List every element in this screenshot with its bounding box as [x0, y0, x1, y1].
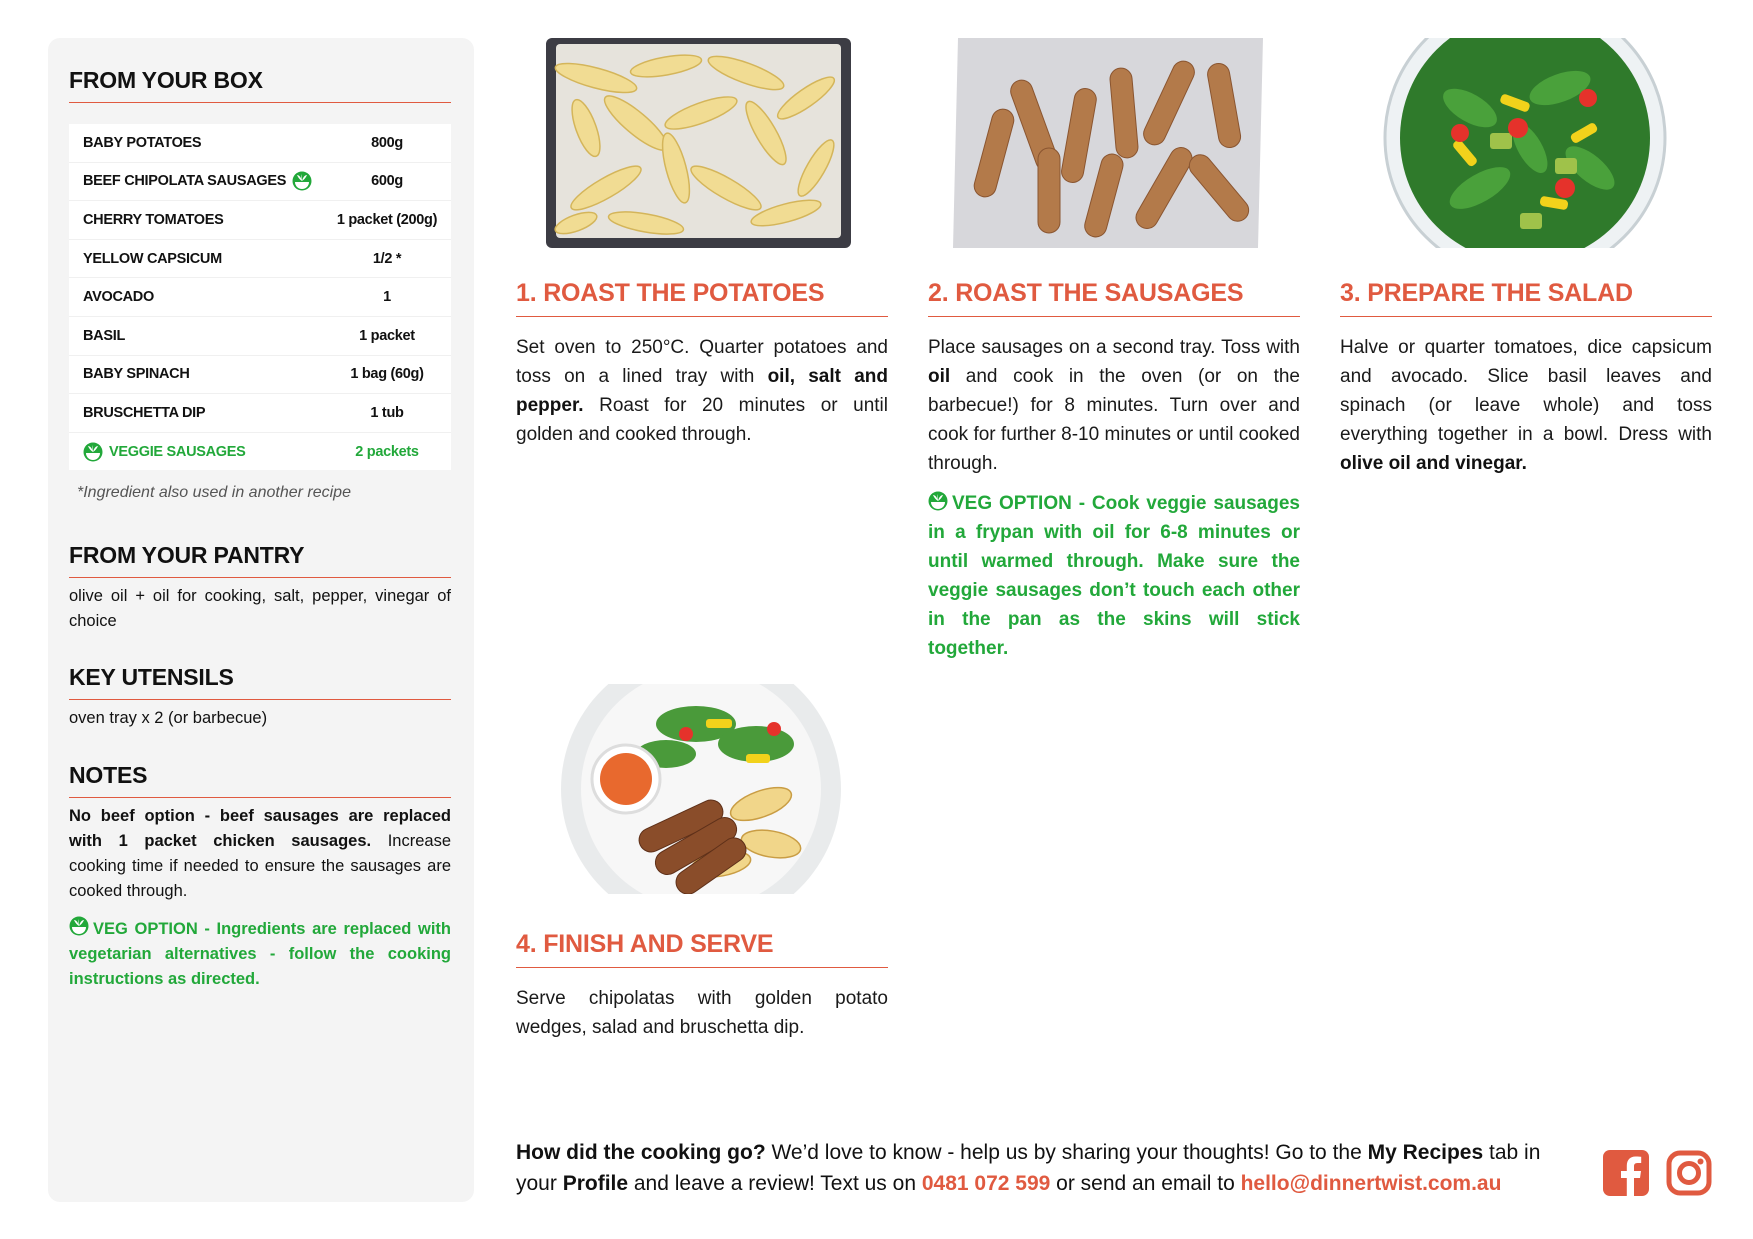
facebook-icon[interactable] [1603, 1150, 1649, 1196]
utensils-heading: KEY UTENSILS [69, 664, 451, 700]
step-2-text-b: and cook in the oven (or on the barbecue!) for 8 minutes. Turn over and cook for further 8-10 minutes or until cooked through. [928, 366, 1300, 474]
ingredient-row [69, 240, 451, 279]
notes-heading: NOTES [69, 762, 451, 798]
footer-text: We’d love to know - help us by sharing your thoughts! Go to the [765, 1141, 1368, 1164]
footer-text: or send an email to [1050, 1172, 1241, 1195]
salad-bowl-photo [1340, 38, 1710, 248]
step-2-text-a: Place sausages on a second tray. Toss with [928, 337, 1300, 358]
ingredient-qty: 2 packets [355, 443, 419, 460]
footer-text: and leave a review! Text us on [628, 1172, 922, 1195]
ingredient-qty: 1 packet (200g) [336, 211, 438, 228]
step-4-title: 4. FINISH AND SERVE [516, 930, 888, 968]
veg-swap-icon [292, 171, 312, 191]
step-1-text-bold: oil, salt and pepper. [516, 366, 888, 416]
ingredient-footnote: *Ingredient also used in another recipe [77, 484, 351, 501]
ingredient-row [69, 278, 451, 317]
phone-link[interactable]: 0481 072 599 [921, 1172, 1051, 1195]
step-3-text-a: Halve or quarter tomatoes, dice capsicum and avocado. Slice basil leaves and spinach (or leave whole) and toss everything together in a bowl. Dress with [1340, 337, 1712, 445]
footer-text: tab in your [516, 1141, 1541, 1195]
veg-swap-icon [928, 491, 948, 511]
ingredient-name: BABY POTATOES [83, 134, 202, 151]
step-2-text-bold: oil [928, 366, 951, 387]
ingredient-name: BEEF CHIPOLATA SAUSAGES [83, 173, 287, 190]
veg-swap-icon [83, 442, 103, 462]
step-3-text [1340, 333, 1712, 478]
ingredient-row [69, 163, 451, 202]
profile-label: Profile [562, 1172, 629, 1195]
step-1-text-b: Roast for 20 minutes or until golden and cooked through. [516, 395, 888, 445]
ingredient-qty: 1/2 * [372, 250, 402, 267]
notes-bold: No beef option - beef sausages are replaced with 1 packet chicken sausages. [69, 807, 451, 850]
instagram-icon[interactable] [1666, 1150, 1712, 1196]
step-3-title: 3. PREPARE THE SALAD [1340, 279, 1712, 317]
notes-body: Increase cooking time if needed to ensure the sausages are cooked through. [69, 832, 451, 900]
step-2-text [928, 333, 1300, 478]
ingredient-row [69, 124, 451, 163]
box-heading: FROM YOUR BOX [69, 67, 451, 103]
ingredient-name: YELLOW CAPSICUM [83, 250, 222, 267]
ingredient-name: VEGGIE SAUSAGES [109, 443, 246, 460]
email-link[interactable]: hello@dinnertwist.com.au [1240, 1172, 1502, 1195]
step-2-title: 2. ROAST THE SAUSAGES [928, 279, 1300, 317]
ingredient-row [69, 356, 451, 395]
roast-potatoes-photo [516, 38, 886, 248]
ingredient-qty: 1 [383, 289, 391, 306]
ingredient-row [69, 317, 451, 356]
my-recipes-label: My Recipes [1367, 1141, 1484, 1164]
ingredient-row-veg [69, 433, 451, 471]
ingredient-name: BRUSCHETTA DIP [83, 404, 206, 421]
ingredient-name: AVOCADO [83, 289, 154, 306]
step-1-title: 1. ROAST THE POTATOES [516, 279, 888, 317]
veg-swap-icon [69, 916, 89, 936]
notes-veg-text: VEG OPTION - Ingredients are replaced with vegetarian alternatives - follow the cooking instructions as directed. [69, 920, 451, 988]
ingredient-name: CHERRY TOMATOES [83, 211, 224, 228]
step-1-text [516, 333, 888, 449]
ingredient-name: BABY SPINACH [83, 366, 190, 383]
step-1-text-a: Set oven to 250°C. Quarter potatoes and toss on a lined tray with [516, 337, 888, 387]
ingredients-sidebar [48, 38, 474, 1202]
ingredient-name: BASIL [83, 327, 126, 344]
roast-sausages-photo [928, 38, 1298, 248]
utensils-text: oven tray x 2 (or barbecue) [69, 709, 268, 727]
ingredients-table [69, 124, 451, 470]
step-3-text-bold: olive oil and vinegar. [1340, 453, 1527, 474]
step-4-text: Serve chipolatas with golden potato wedges, salad and bruschetta dip. [516, 988, 888, 1038]
ingredient-name-cell [69, 171, 323, 191]
ingredient-qty: 600g [371, 173, 403, 190]
ingredient-row [69, 201, 451, 240]
pantry-text: olive oil + oil for cooking, salt, pepper, vinegar of choice [69, 587, 451, 630]
ingredient-qty: 1 tub [370, 404, 404, 421]
pantry-heading: FROM YOUR PANTRY [69, 542, 451, 578]
ingredient-qty: 1 packet [359, 327, 415, 344]
notes-veg [69, 916, 451, 992]
ingredient-qty: 800g [371, 134, 403, 151]
ingredient-row [69, 394, 451, 433]
ingredient-qty: 1 bag (60g) [350, 366, 424, 383]
feedback-footer [516, 1137, 1566, 1199]
step-2-veg-option [928, 489, 1300, 663]
notes-text [69, 804, 451, 904]
step-2-veg-text: VEG OPTION - Cook veggie sausages in a frypan with oil for 6-8 minutes or until warmed through. Make sure the veggie sausages don’t touch each other in the pan as the skins will stick together. [928, 493, 1300, 659]
footer-question: How did the cooking go? [516, 1141, 766, 1164]
ingredient-name-cell [69, 442, 323, 462]
finished-plate-photo [516, 684, 886, 894]
